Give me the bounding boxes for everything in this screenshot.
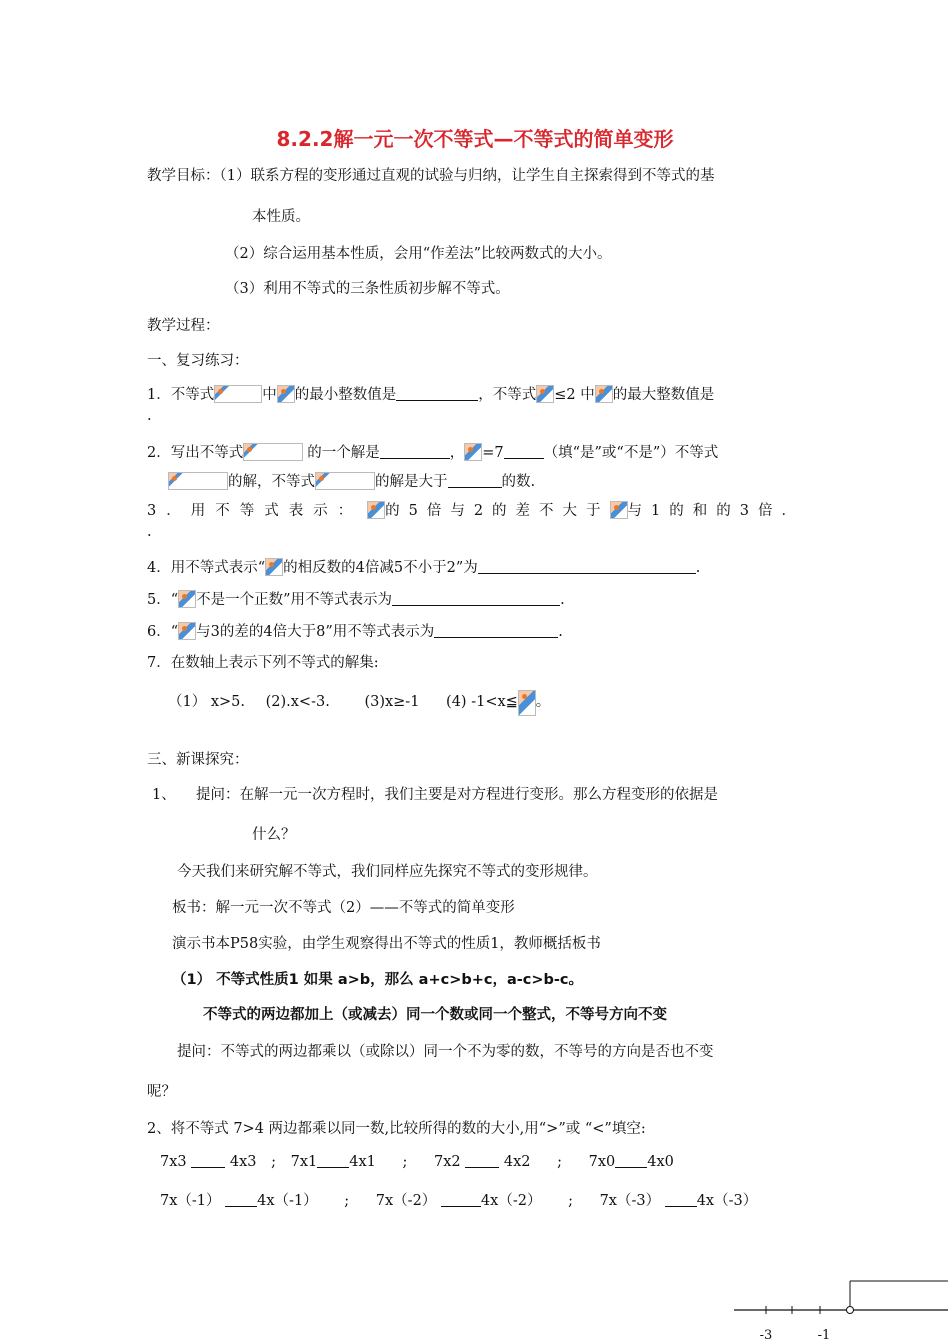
formula-image-icon bbox=[518, 690, 536, 716]
answer-blank[interactable] bbox=[448, 473, 502, 488]
compare-blank[interactable] bbox=[225, 1192, 257, 1207]
objective-1b: 本性质。 bbox=[252, 209, 310, 225]
fill-item bbox=[291, 1154, 376, 1170]
q6-text-c: . bbox=[558, 624, 563, 640]
q7-part-4-end: 。 bbox=[535, 694, 551, 710]
follow-up-question-cont: 呢？ bbox=[147, 1084, 176, 1100]
question-1 bbox=[147, 383, 714, 404]
compare-blank[interactable] bbox=[441, 1192, 481, 1207]
fill-item bbox=[160, 1154, 257, 1170]
question-3 bbox=[147, 499, 805, 520]
objectives-label: 教学目标： bbox=[147, 168, 220, 184]
fill-item bbox=[589, 1154, 674, 1170]
fill-left: 7x（-1） bbox=[160, 1193, 221, 1209]
formula-image-icon bbox=[610, 501, 628, 519]
fill-item bbox=[160, 1193, 318, 1209]
compare-blank[interactable] bbox=[665, 1192, 697, 1207]
q3-text-a: 3．用不等式表示： bbox=[147, 503, 363, 519]
formula-image-icon bbox=[243, 443, 303, 461]
number-line-diagram bbox=[730, 1275, 950, 1344]
q2-text-g: 的解是大于 bbox=[375, 474, 448, 490]
review-heading: 一、复习练习： bbox=[147, 353, 249, 369]
q2-text-e: （填“是”或“不是”）不等式 bbox=[543, 445, 719, 461]
separator: ; bbox=[271, 1154, 276, 1170]
question-7: 7．在数轴上表示下列不等式的解集: bbox=[147, 655, 379, 671]
axis-label: -1 bbox=[817, 1328, 831, 1343]
formula-image-icon bbox=[536, 385, 554, 403]
question-2-cont bbox=[168, 470, 535, 491]
q5-text-a: 5．“ bbox=[147, 592, 179, 608]
question-7-parts bbox=[168, 690, 550, 716]
question-6 bbox=[147, 620, 563, 641]
q3-trail: . bbox=[147, 524, 152, 540]
fill-left: 7x（-2） bbox=[375, 1193, 437, 1209]
q6-text-b: 与3的差的4倍大于8”用不等式表示为 bbox=[196, 624, 435, 640]
compare-blank[interactable] bbox=[191, 1153, 225, 1168]
q7-part-4: (4) -1<x≦ bbox=[446, 694, 518, 710]
fill-right: 4x1 bbox=[349, 1154, 376, 1170]
q1-trail: . bbox=[147, 408, 152, 424]
fill-right: 4x2 bbox=[503, 1154, 531, 1170]
q7-part-2: (2).x<-3. bbox=[265, 694, 330, 710]
section-1-question-cont: 什么？ bbox=[252, 827, 296, 843]
q2-text-f: 的解，不等式 bbox=[228, 474, 315, 490]
q5-text-b: 不是一个正数”用不等式表示为 bbox=[196, 592, 393, 608]
answer-blank[interactable] bbox=[478, 559, 696, 574]
answer-blank[interactable] bbox=[396, 386, 478, 401]
experiment-note: 演示书本P58实验，由学生观察得出不等式的性质1，教师概括板书 bbox=[172, 936, 601, 952]
q4-text-a: 4．用不等式表示“ bbox=[147, 560, 266, 576]
fill-right: 4x0 bbox=[647, 1154, 674, 1170]
q3-text-b: 的5倍与2的差不大于 bbox=[385, 503, 610, 519]
section-1-number: 1、 bbox=[152, 787, 176, 803]
objective-2: （2）综合运用基本性质，会用“作差法”比较两数式的大小。 bbox=[225, 246, 612, 262]
follow-up-question: 提问：不等式的两边都乘以（或除以）同一个不为零的数，不等号的方向是否也不变 bbox=[177, 1044, 714, 1060]
q2-text-a: 2．写出不等式 bbox=[147, 445, 244, 461]
q4-text-b: 的相反数的4倍减5不小于2”为 bbox=[283, 560, 478, 576]
q7-part-1: （1） x>5. bbox=[168, 694, 245, 710]
formula-image-icon bbox=[367, 501, 385, 519]
q1-text-b: 中 bbox=[262, 387, 277, 403]
q6-text-a: 6．“ bbox=[147, 624, 179, 640]
section-1-question: 提问：在解一元一次方程时，我们主要是对方程进行变形。那么方程变形的依据是 bbox=[196, 787, 718, 803]
formula-image-icon bbox=[168, 472, 228, 490]
q3-text-bc bbox=[367, 499, 805, 520]
formula-image-icon bbox=[464, 443, 482, 461]
process-label: 教学过程： bbox=[147, 318, 220, 334]
separator: ; bbox=[402, 1154, 408, 1170]
objective-3: （3）利用不等式的三条性质初步解不等式。 bbox=[225, 281, 510, 297]
q5-text-c: . bbox=[560, 592, 565, 608]
fill-left: 7x0 bbox=[588, 1154, 616, 1170]
q2-text-h: 的数. bbox=[501, 474, 536, 490]
fill-left: 7x3 bbox=[160, 1154, 187, 1170]
open-endpoint bbox=[847, 1307, 854, 1314]
compare-blank[interactable] bbox=[465, 1153, 499, 1168]
compare-blank[interactable] bbox=[615, 1153, 647, 1168]
fill-right: 4x3 bbox=[229, 1154, 257, 1170]
question-5 bbox=[147, 588, 565, 609]
answer-blank[interactable] bbox=[380, 444, 450, 459]
objective-1a: （1）联系方程的变形通过直观的试验与归纳，让学生自主探索得到不等式的基 bbox=[219, 168, 715, 184]
question-2 bbox=[147, 441, 718, 462]
q4-text-c: . bbox=[695, 560, 701, 576]
new-lesson-heading: 三、新课探究： bbox=[147, 752, 249, 768]
compare-blank[interactable] bbox=[317, 1153, 349, 1168]
separator: ; bbox=[568, 1193, 573, 1209]
fill-left: 7x2 bbox=[434, 1154, 461, 1170]
section-2-instruction: 2、将不等式 7>4 两边都乘以同一数,比较所得的数的大小,用“>”或 “<”填空: bbox=[147, 1121, 646, 1137]
q2-text-c: ， bbox=[449, 445, 465, 461]
fill-item bbox=[600, 1193, 758, 1209]
formula-image-icon bbox=[595, 385, 613, 403]
formula-image-icon bbox=[277, 385, 295, 403]
answer-blank[interactable] bbox=[434, 623, 558, 638]
q3-text-c: 与1的和的3倍． bbox=[627, 503, 805, 519]
formula-image-icon bbox=[265, 558, 283, 576]
q2-text-d: =7 bbox=[482, 445, 504, 461]
fill-row-2 bbox=[160, 1189, 757, 1210]
answer-blank[interactable] bbox=[392, 591, 560, 606]
formula-image-icon bbox=[178, 590, 196, 608]
fill-item bbox=[434, 1154, 531, 1170]
fill-row-1 bbox=[160, 1153, 674, 1170]
separator: ; bbox=[557, 1154, 562, 1170]
fill-left: 7x（-3） bbox=[599, 1193, 661, 1209]
fill-left: 7x1 bbox=[290, 1154, 318, 1170]
formula-image-icon bbox=[214, 385, 262, 403]
question-4 bbox=[147, 556, 700, 577]
q1-text-f: 的最大整数值是 bbox=[612, 387, 715, 403]
property-1-statement: 不等式的两边都加上（或减去）同一个数或同一个整式，不等号方向不变 bbox=[203, 1007, 667, 1023]
formula-image-icon bbox=[315, 472, 375, 490]
fill-right: 4x（-1） bbox=[257, 1193, 318, 1209]
q1-text-d: ，不等式 bbox=[478, 387, 537, 403]
axis-label: -3 bbox=[759, 1328, 773, 1343]
fill-right: 4x（-2） bbox=[480, 1193, 542, 1209]
property-1: （1） 不等式性质1 如果 a>b，那么 a+c>b+c，a-c>b-c。 bbox=[172, 972, 584, 988]
q1-text-e: ≤2 中 bbox=[554, 387, 595, 403]
q2-text-b: 的一个解是 bbox=[307, 445, 380, 461]
answer-blank[interactable] bbox=[504, 444, 544, 459]
board-writing: 板书：解一元一次不等式（2）——不等式的简单变形 bbox=[172, 900, 515, 916]
page-title: 8.2.2解一元一次不等式—不等式的简单变形 bbox=[276, 127, 674, 151]
q7-part-3: (3)x≥-1 bbox=[364, 694, 420, 710]
objectives-line1 bbox=[147, 164, 714, 185]
q1-text-c: 的最小整数值是 bbox=[294, 387, 397, 403]
fill-item bbox=[376, 1193, 542, 1209]
separator: ; bbox=[344, 1193, 350, 1209]
fill-right: 4x（-3） bbox=[696, 1193, 758, 1209]
formula-image-icon bbox=[178, 622, 196, 640]
q1-text-a: 1．不等式 bbox=[147, 387, 215, 403]
section-1-intro: 今天我们来研究解不等式，我们同样应先探究不等式的变形规律。 bbox=[177, 864, 598, 880]
